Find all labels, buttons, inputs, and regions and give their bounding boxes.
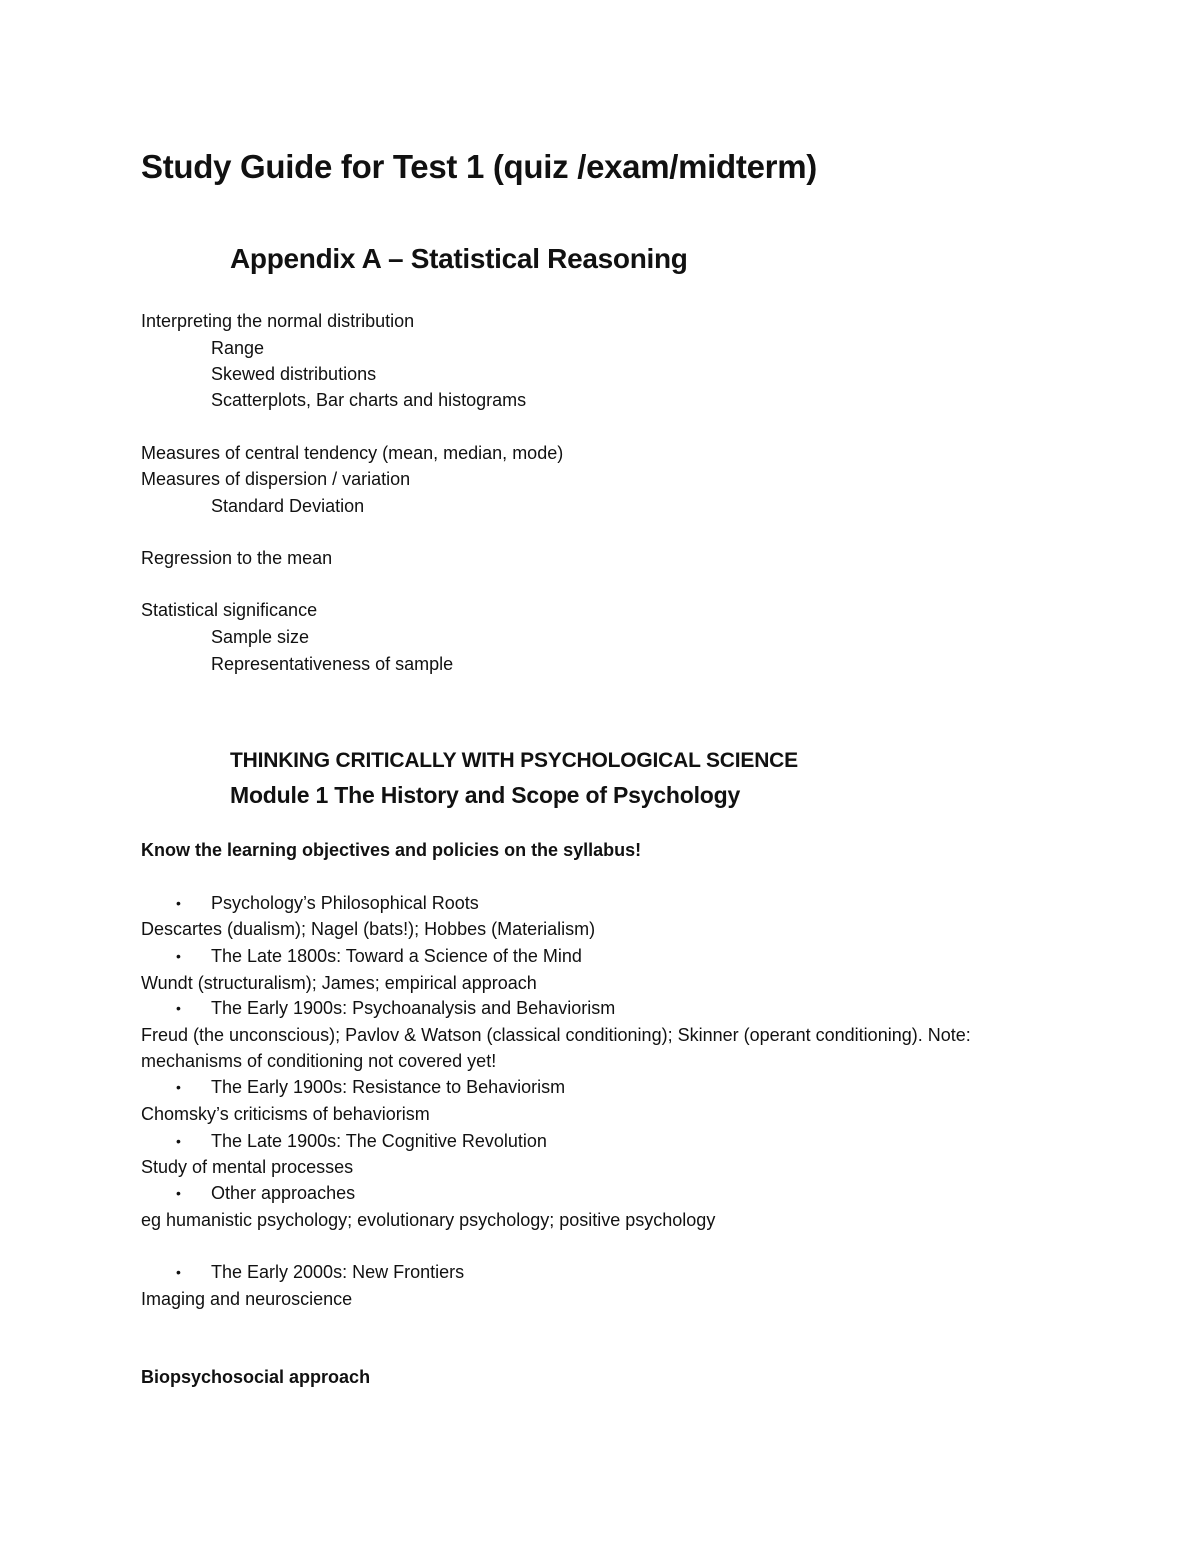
topic-central-tendency: Measures of central tendency (mean, median, mode)	[141, 443, 564, 463]
bullet-early-1900s: The Early 1900s: Psychoanalysis and Behaviorism	[211, 998, 616, 1018]
subtopic-std-dev: Standard Deviation	[211, 496, 365, 516]
biopsychosocial-heading: Biopsychosocial approach	[141, 1367, 371, 1387]
bullet-icon: •	[176, 1185, 181, 1201]
detail-resistance: Chomsky’s criticisms of behaviorism	[141, 1104, 430, 1124]
subtopic-range: Range	[211, 338, 265, 358]
bullet-icon: •	[176, 895, 181, 911]
topic-regression: Regression to the mean	[141, 548, 333, 568]
bullet-icon: •	[176, 1079, 181, 1095]
syllabus-note: Know the learning objectives and policies on the syllabus!	[141, 840, 642, 860]
bullet-icon: •	[176, 948, 181, 964]
module-heading: Module 1 The History and Scope of Psychology	[230, 782, 741, 808]
detail-cognitive: Study of mental processes	[141, 1157, 354, 1177]
bullet-icon: •	[176, 1000, 181, 1016]
bullet-icon: •	[176, 1264, 181, 1280]
detail-other: eg humanistic psychology; evolutionary psychology; positive psychology	[141, 1210, 716, 1230]
detail-roots: Descartes (dualism); Nagel (bats!); Hobbes (Materialism)	[141, 919, 596, 939]
subtopic-skewed: Skewed distributions	[211, 364, 377, 384]
bullet-icon: •	[176, 1133, 181, 1149]
detail-late-1800s: Wundt (structuralism); James; empirical approach	[141, 973, 537, 993]
bullet-resistance: The Early 1900s: Resistance to Behaviorism	[211, 1077, 566, 1097]
appendix-heading: Appendix A – Statistical Reasoning	[230, 243, 688, 274]
detail-early-1900s-line1: Freud (the unconscious); Pavlov & Watson (classical conditioning); Skinner (operant conditioning). Note:	[141, 1025, 971, 1045]
topic-significance: Statistical significance	[141, 600, 318, 620]
detail-early-1900s-line2: mechanisms of conditioning not covered yet!	[141, 1051, 497, 1071]
topic-dispersion: Measures of dispersion / variation	[141, 469, 411, 489]
subtopic-charts: Scatterplots, Bar charts and histograms	[211, 390, 527, 410]
topic-normal-distribution: Interpreting the normal distribution	[141, 311, 415, 331]
section-heading: THINKING CRITICALLY WITH PSYCHOLOGICAL SCIENCE	[230, 749, 798, 772]
bullet-roots: Psychology’s Philosophical Roots	[211, 893, 479, 913]
bullet-other: Other approaches	[211, 1183, 356, 1203]
subtopic-sample-size: Sample size	[211, 627, 310, 647]
bullet-cognitive: The Late 1900s: The Cognitive Revolution	[211, 1131, 547, 1151]
bullet-frontiers: The Early 2000s: New Frontiers	[211, 1262, 465, 1282]
subtopic-representativeness: Representativeness of sample	[211, 654, 454, 674]
detail-frontiers: Imaging and neuroscience	[141, 1289, 353, 1309]
bullet-late-1800s: The Late 1800s: Toward a Science of the Mind	[211, 946, 582, 966]
document-title: Study Guide for Test 1 (quiz /exam/midterm)	[141, 148, 817, 185]
